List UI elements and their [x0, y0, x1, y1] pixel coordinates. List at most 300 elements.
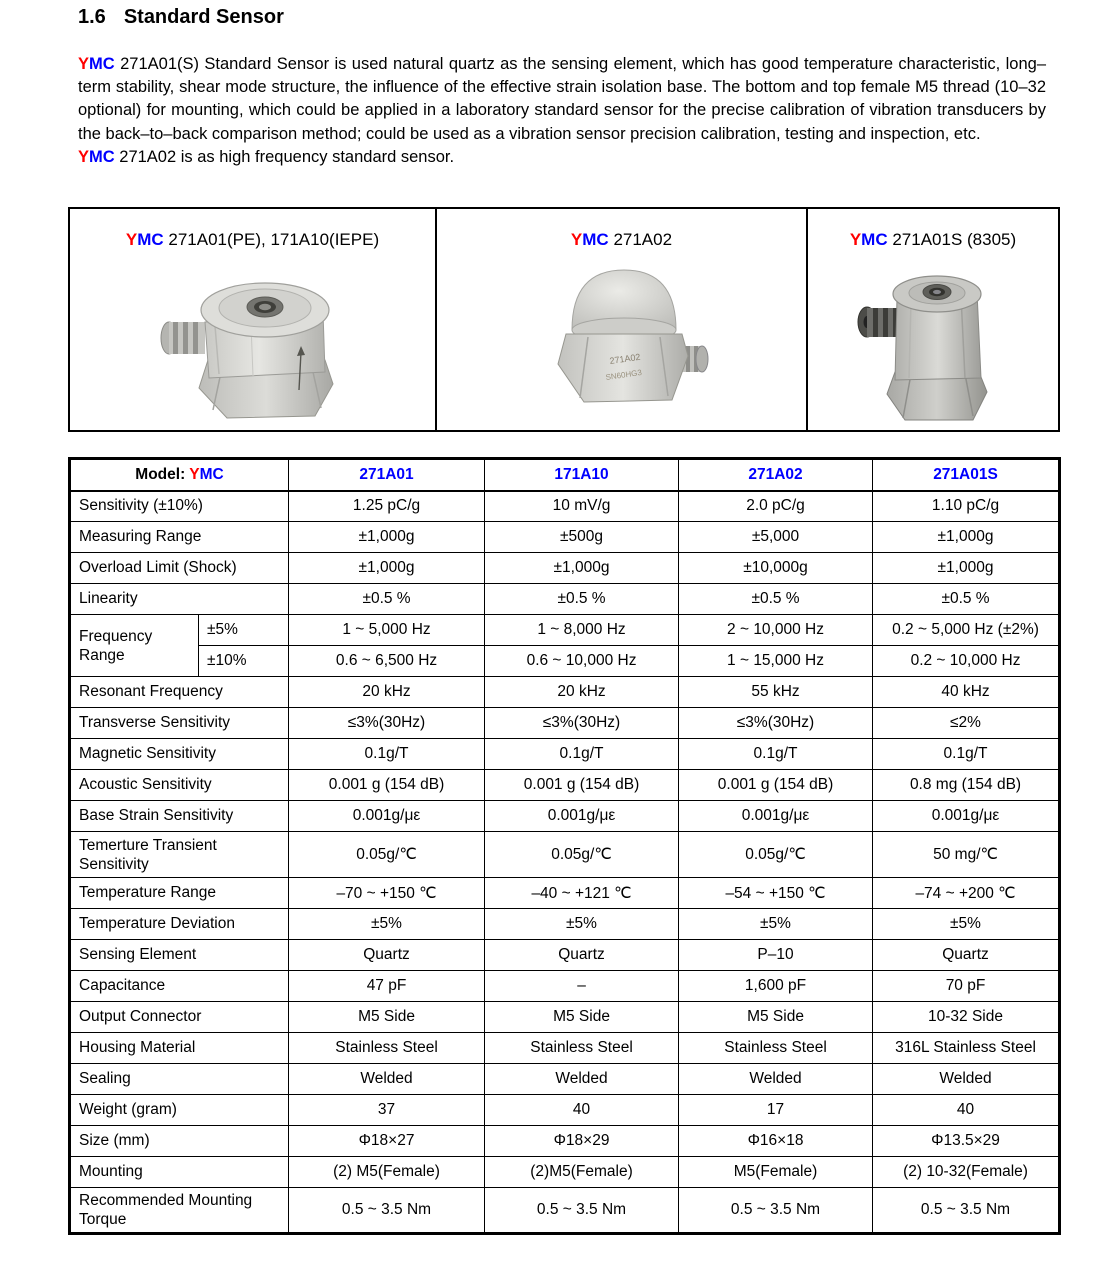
section-heading [78, 6, 284, 29]
brand-y: Y [189, 465, 200, 483]
row-label-cell [70, 940, 289, 971]
brand-mc: MC [199, 465, 224, 483]
table-row [70, 940, 1060, 971]
spec-value-cell-text: 37 [377, 1101, 396, 1118]
row-label-cell-text: Housing Material [79, 1039, 196, 1056]
spec-value-cell-text: 40 [956, 1101, 975, 1118]
spec-value-cell [485, 971, 679, 1002]
side-connector [161, 322, 205, 354]
spec-value-cell [289, 1157, 485, 1188]
spec-value-cell [873, 646, 1060, 677]
spec-value-cell-text: 1 ~ 5,000 Hz [342, 621, 431, 638]
table-row [70, 878, 1060, 909]
spec-value-cell [679, 677, 873, 708]
spec-value-cell [485, 801, 679, 832]
row-label-cell [70, 677, 289, 708]
spec-value-cell-text: 20 kHz [557, 683, 606, 700]
row-label-cell [70, 971, 289, 1002]
engraving-text: 271A02 [608, 351, 641, 366]
spec-value-cell-text: Stainless Steel [530, 1039, 633, 1056]
row-label-cell-text: Sensitivity (±10%) [79, 497, 203, 515]
spec-value-cell [289, 1188, 485, 1234]
spec-value-cell [873, 770, 1060, 801]
spec-value-cell [873, 971, 1060, 1002]
spec-value-cell-text: ±10,000g [743, 559, 808, 576]
spec-value-cell-text: Φ16×18 [747, 1132, 804, 1149]
spec-value-cell [679, 646, 873, 677]
spec-value-cell [485, 1188, 679, 1234]
gallery-caption-text: 271A01S (8305) [887, 230, 1017, 249]
intro-paragraph-1 [78, 53, 1046, 146]
spec-value-cell-text: Quartz [558, 946, 605, 963]
row-label-cell-text: Sealing [79, 1070, 131, 1087]
spec-value-cell-text: 0.2 ~ 10,000 Hz [910, 652, 1021, 669]
spec-value-cell-text: ±0.5 % [751, 590, 800, 607]
spec-value-cell [873, 801, 1060, 832]
spec-value-cell-text: ±1,000g [358, 528, 415, 545]
spec-value-cell [679, 801, 873, 832]
spec-value-cell-text: 0.001g/με [931, 807, 1000, 824]
spec-value-cell-text: ±5% [566, 915, 597, 932]
row-label-cell [70, 801, 289, 832]
spec-value-cell [289, 801, 485, 832]
spec-value-cell-text: ±5,000 [751, 528, 800, 545]
table-row [70, 615, 1060, 646]
row-label-cell-text: Temerture Transient Sensitivity [79, 836, 217, 873]
product-gallery [68, 207, 1060, 432]
spec-value-cell [289, 940, 485, 971]
spec-value-cell-text: 1.10 pC/g [931, 497, 1000, 515]
sensor-271a02-photo [532, 260, 712, 408]
spec-value-cell [289, 1002, 485, 1033]
model-label: Model: [135, 465, 190, 483]
gallery-cell-271a01 [70, 209, 437, 430]
spec-value-cell [485, 646, 679, 677]
brand-mc: MC [861, 230, 888, 249]
gallery-caption-text: 271A01(PE), 171A10(IEPE) [163, 230, 380, 249]
spec-value-cell [485, 1033, 679, 1064]
spec-value-cell-text: Welded [360, 1070, 413, 1087]
spec-value-cell-text: Welded [749, 1070, 802, 1087]
spec-value-cell-text: 0.8 mg (154 dB) [909, 776, 1022, 793]
spec-value-cell [485, 1095, 679, 1126]
spec-value-cell-text: ±1,000g [358, 559, 415, 576]
row-label-cell-text: Measuring Range [79, 528, 202, 545]
spec-value-cell-text: 1.25 pC/g [352, 497, 421, 515]
spec-value-cell [873, 909, 1060, 940]
row-label-cell-text: Base Strain Sensitivity [79, 807, 234, 824]
spec-value-cell [289, 1064, 485, 1095]
spec-value-cell [485, 522, 679, 553]
row-label-cell [70, 739, 289, 770]
spec-value-cell [873, 878, 1060, 909]
spec-value-cell-text: Φ18×27 [358, 1132, 415, 1149]
row-label-cell [70, 1064, 289, 1095]
spec-value-cell [873, 522, 1060, 553]
spec-value-cell [485, 909, 679, 940]
table-row [70, 646, 1060, 677]
spec-value-cell [679, 708, 873, 739]
spec-value-cell-text: M5 Side [747, 1008, 804, 1025]
spec-value-cell [289, 832, 485, 878]
side-connector [858, 307, 901, 337]
spec-value-cell [289, 522, 485, 553]
table-row [70, 677, 1060, 708]
column-header-171a10: 171A10 [485, 459, 679, 491]
spec-value-cell [289, 878, 485, 909]
spec-value-cell-text: 0.001 g (154 dB) [717, 776, 834, 793]
spec-value-cell-text: 0.05g/℃ [745, 846, 806, 863]
spec-value-cell-text: 47 pF [366, 977, 407, 994]
row-label-cell-text: Sensing Element [79, 946, 197, 963]
sensor-271a01s-photo [853, 260, 1013, 424]
spec-value-cell [873, 1002, 1060, 1033]
spec-value-cell-text: ±5% [950, 915, 981, 932]
spec-value-cell-text: –40 ~ +121 ℃ [531, 884, 632, 902]
brand-mc: MC [582, 230, 609, 249]
row-label-cell-text: Linearity [79, 590, 138, 607]
table-row [70, 1095, 1060, 1126]
table-row [70, 1002, 1060, 1033]
spec-value-cell [873, 491, 1060, 522]
spec-value-cell [485, 491, 679, 522]
spec-value-cell [289, 739, 485, 770]
spec-value-cell-text: 40 kHz [941, 683, 990, 700]
table-row [70, 1064, 1060, 1095]
spec-value-cell-text: 0.5 ~ 3.5 Nm [920, 1201, 1011, 1218]
spec-value-cell-text: 0.5 ~ 3.5 Nm [730, 1201, 821, 1218]
spec-value-cell [679, 1002, 873, 1033]
row-label-cell [70, 584, 289, 615]
gallery-cell-271a01s [808, 209, 1058, 430]
row-label-cell [70, 708, 289, 739]
spec-value-cell-text: Stainless Steel [335, 1039, 438, 1056]
spec-value-cell [485, 1002, 679, 1033]
spec-value-cell [679, 1033, 873, 1064]
spec-value-cell [289, 1033, 485, 1064]
spec-value-cell-text: ≤3%(30Hz) [542, 714, 621, 731]
spec-value-cell-text: ±1,000g [937, 528, 994, 545]
spec-value-cell [289, 909, 485, 940]
spec-value-cell [679, 739, 873, 770]
row-label-cell [70, 1157, 289, 1188]
row-label-cell-text: Acoustic Sensitivity [79, 776, 212, 793]
spec-table [68, 457, 1061, 1235]
spec-value-cell [289, 1095, 485, 1126]
spec-value-cell-text: 40 [572, 1101, 591, 1118]
spec-value-cell-text: 20 kHz [362, 683, 411, 700]
spec-value-cell-text: Welded [939, 1070, 992, 1087]
spec-value-cell [679, 940, 873, 971]
row-label-cell-text: Transverse Sensitivity [79, 714, 231, 731]
gallery-caption-text: 271A02 [608, 230, 673, 249]
spec-value-cell-text: 0.6 ~ 6,500 Hz [335, 652, 438, 669]
gallery-caption [126, 230, 379, 250]
row-label-cell [70, 1002, 289, 1033]
spec-value-cell-text: (2)M5(Female) [530, 1163, 633, 1180]
spec-value-cell-text: ±5% [371, 915, 402, 932]
spec-value-cell-text: ≤3%(30Hz) [347, 714, 426, 731]
spec-value-cell-text: ±0.5 % [557, 590, 606, 607]
row-label-cell-text: Temperature Range [79, 884, 216, 901]
gallery-cell-271a02 [437, 209, 808, 430]
column-header-271a01s: 271A01S [873, 459, 1060, 491]
table-row [70, 708, 1060, 739]
spec-value-cell [289, 553, 485, 584]
spec-value-cell-text: –74 ~ +200 ℃ [915, 884, 1016, 902]
spec-value-cell [679, 1064, 873, 1095]
brand-y: Y [570, 230, 583, 249]
spec-value-cell-text: 0.001g/με [352, 807, 421, 824]
spec-value-cell-text: –70 ~ +150 ℃ [336, 884, 437, 902]
row-label-cell [70, 878, 289, 909]
table-row [70, 522, 1060, 553]
table-row [70, 739, 1060, 770]
table-row [70, 1033, 1060, 1064]
spec-value-cell-text: (2) M5(Female) [333, 1163, 440, 1180]
spec-value-cell-text: 1 ~ 8,000 Hz [537, 621, 626, 638]
spec-value-cell-text: 0.001 g (154 dB) [328, 776, 445, 793]
spec-value-cell [873, 1188, 1060, 1234]
spec-value-cell [873, 940, 1060, 971]
row-label-cell-text: Capacitance [79, 977, 166, 994]
spec-value-cell [289, 1126, 485, 1157]
spec-value-cell [289, 646, 485, 677]
spec-value-cell-text: Stainless Steel [724, 1039, 827, 1056]
intro-text [78, 53, 1046, 169]
spec-value-cell [485, 615, 679, 646]
spec-value-cell [485, 878, 679, 909]
spec-value-cell [485, 553, 679, 584]
row-label-cell-text: Size (mm) [79, 1132, 150, 1149]
column-header-271a02: 271A02 [679, 459, 873, 491]
table-row [70, 553, 1060, 584]
spec-value-cell-text: ≤2% [950, 714, 981, 731]
row-sublabel-cell [199, 646, 289, 677]
spec-value-cell [485, 708, 679, 739]
spec-value-cell [485, 770, 679, 801]
spec-value-cell-text: 0.5 ~ 3.5 Nm [536, 1201, 627, 1218]
spec-value-cell [289, 708, 485, 739]
spec-value-cell [679, 770, 873, 801]
spec-value-cell-text: 0.001g/με [741, 807, 810, 824]
table-row [70, 832, 1060, 878]
spec-value-cell [873, 739, 1060, 770]
spec-value-cell-text: ±1,000g [937, 559, 994, 576]
table-row [70, 491, 1060, 522]
spec-value-cell [289, 584, 485, 615]
brand-y: Y [78, 55, 90, 73]
spec-value-cell [485, 940, 679, 971]
table-row [70, 1157, 1060, 1188]
spec-value-cell [679, 971, 873, 1002]
spec-value-cell-text: 0.001 g (154 dB) [523, 776, 640, 793]
spec-value-cell-text: ±1,000g [553, 559, 610, 576]
spec-value-cell [679, 553, 873, 584]
table-row [70, 909, 1060, 940]
spec-value-cell-text: P–10 [757, 946, 794, 963]
spec-value-cell-text: (2) 10-32(Female) [903, 1163, 1028, 1180]
row-label-cell [70, 832, 289, 878]
table-header-row [70, 459, 1060, 491]
row-label-cell-text: Mounting [79, 1163, 143, 1180]
spec-value-cell [485, 832, 679, 878]
intro-paragraph-2 [78, 146, 1046, 169]
spec-value-cell [873, 615, 1060, 646]
spec-value-cell-text: – [577, 977, 586, 994]
row-label-cell [70, 1126, 289, 1157]
spec-value-cell-text: ±0.5 % [941, 590, 990, 607]
spec-value-cell-text: ≤3%(30Hz) [736, 714, 815, 731]
spec-value-cell-text: 0.1g/T [364, 745, 409, 762]
table-row [70, 1126, 1060, 1157]
spec-value-cell [679, 615, 873, 646]
spec-value-cell-text: 0.1g/T [943, 745, 988, 762]
spec-value-cell [485, 677, 679, 708]
spec-value-cell-text: M5(Female) [733, 1163, 818, 1180]
row-label-cell-text: Magnetic Sensitivity [79, 745, 216, 762]
spec-value-cell [485, 739, 679, 770]
spec-value-cell [679, 522, 873, 553]
spec-value-cell [679, 1157, 873, 1188]
brand-mc: MC [89, 55, 115, 73]
spec-value-cell [289, 971, 485, 1002]
brand-mc: MC [137, 230, 164, 249]
spec-value-cell-text: M5 Side [553, 1008, 610, 1025]
column-header-271a01: 271A01 [289, 459, 485, 491]
row-sublabel-cell-text: ±5% [207, 621, 238, 638]
spec-value-cell [485, 1126, 679, 1157]
spec-value-cell [485, 584, 679, 615]
gallery-caption [571, 230, 672, 250]
spec-value-cell [679, 832, 873, 878]
spec-value-cell-text: 0.1g/T [753, 745, 798, 762]
spec-value-cell [873, 832, 1060, 878]
spec-value-cell [679, 1126, 873, 1157]
row-label-cell-text: Overload Limit (Shock) [79, 559, 237, 576]
brand-y: Y [78, 147, 90, 166]
spec-value-cell [873, 584, 1060, 615]
spec-value-cell-text: 1,600 pF [744, 977, 807, 994]
row-label-cell [70, 491, 289, 522]
spec-value-cell-text: Φ13.5×29 [931, 1132, 1000, 1149]
table-row [70, 971, 1060, 1002]
spec-value-cell [679, 1188, 873, 1234]
svg-text:SN60HG3: SN60HG3 [604, 367, 642, 382]
spec-value-cell-text: 55 kHz [751, 683, 800, 700]
row-label-cell [70, 770, 289, 801]
spec-value-cell [873, 553, 1060, 584]
spec-value-cell [873, 1157, 1060, 1188]
spec-value-cell [289, 770, 485, 801]
row-label-cell [70, 1095, 289, 1126]
row-label-cell-text: Weight (gram) [79, 1101, 177, 1118]
row-label-cell-text: Output Connector [79, 1008, 202, 1025]
spec-value-cell [873, 677, 1060, 708]
sensor-271a01-photo [153, 260, 353, 422]
brand-y: Y [849, 230, 862, 249]
gallery-caption [850, 230, 1016, 250]
spec-value-cell-text: ±0.5 % [362, 590, 411, 607]
spec-value-cell-text: 2.0 pC/g [746, 497, 805, 515]
spec-value-cell-text: 0.5 ~ 3.5 Nm [341, 1201, 432, 1218]
spec-value-cell [679, 584, 873, 615]
spec-value-cell [873, 1064, 1060, 1095]
spec-value-cell [289, 615, 485, 646]
model-header-cell [70, 459, 289, 491]
spec-value-cell [679, 909, 873, 940]
spec-value-cell-text: 70 pF [945, 977, 986, 994]
spec-value-cell [289, 491, 485, 522]
row-label-cell [70, 909, 289, 940]
spec-value-cell-text: Welded [555, 1070, 608, 1087]
row-label-cell-text: Recommended Mounting Torque [79, 1192, 253, 1228]
row-label-cell [70, 553, 289, 584]
spec-value-cell [289, 677, 485, 708]
spec-value-cell-text: ±5% [760, 915, 791, 932]
spec-value-cell-text: 10 mV/g [552, 497, 611, 515]
spec-value-cell [485, 1157, 679, 1188]
spec-value-cell [873, 1126, 1060, 1157]
section-title: Standard Sensor [123, 6, 284, 28]
spec-value-cell [873, 1095, 1060, 1126]
row-label-cell-text: Frequency Range [79, 627, 153, 664]
spec-value-cell-text: 2 ~ 10,000 Hz [727, 621, 824, 638]
row-label-cell-text: Temperature Deviation [79, 915, 235, 932]
spec-value-cell [873, 708, 1060, 739]
row-sublabel-cell [199, 615, 289, 646]
spec-value-cell-text: Quartz [942, 946, 989, 963]
spec-table-body [70, 459, 1060, 1234]
spec-value-cell-text: 0.2 ~ 5,000 Hz (±2%) [892, 621, 1039, 638]
spec-value-cell-text: 316L Stainless Steel [895, 1039, 1036, 1056]
spec-value-cell [679, 491, 873, 522]
spec-value-cell [679, 878, 873, 909]
row-label-cell [70, 615, 199, 677]
row-label-cell [70, 1188, 289, 1234]
spec-value-cell-text: ±500g [560, 528, 604, 545]
spec-value-cell-text: Φ18×29 [553, 1132, 610, 1149]
spec-value-cell-text: 0.05g/℃ [551, 846, 612, 863]
spec-value-cell-text: 0.001g/με [547, 807, 616, 824]
spec-value-cell-text: 50 mg/℃ [933, 846, 998, 863]
table-row [70, 801, 1060, 832]
spec-value-cell-text: M5 Side [358, 1008, 415, 1025]
spec-value-cell-text: 1 ~ 15,000 Hz [727, 652, 824, 669]
spec-value-cell-text: 0.6 ~ 10,000 Hz [526, 652, 637, 669]
row-sublabel-cell-text: ±10% [207, 652, 247, 669]
intro-paragraph-2-text: 271A02 is as high frequency standard sensor. [114, 147, 455, 166]
row-label-cell-text: Resonant Frequency [79, 683, 223, 700]
row-label-cell [70, 522, 289, 553]
spec-value-cell-text: 17 [766, 1101, 785, 1118]
spec-value-cell-text: –54 ~ +150 ℃ [725, 884, 826, 902]
spec-value-cell [873, 1033, 1060, 1064]
row-label-cell [70, 1033, 289, 1064]
spec-value-cell-text: 10-32 Side [928, 1008, 1003, 1025]
spec-value-cell-text: 0.05g/℃ [356, 846, 417, 863]
intro-paragraph-1-text: 271A01(S) Standard Sensor is used natural quartz as the sensing element, which has good temperature characteristic, long–term stability, shear mode structure, the influence of the effective strain isolation base. The bottom and top female M5 thread (10–32 optional) for mounting, which could be applied in a laboratory standard sensor for the precise calibration of vibration transducers by the back–to–back comparison method; could be used as a vibration sensor precision calibration, testing and inspection, etc. [78, 55, 1046, 143]
spec-value-cell-text: Quartz [363, 946, 410, 963]
table-row [70, 1188, 1060, 1234]
brand-mc: MC [89, 147, 115, 166]
table-row [70, 584, 1060, 615]
brand-y: Y [125, 230, 138, 249]
spec-value-cell [485, 1064, 679, 1095]
section-number: 1.6 [78, 6, 106, 28]
spec-value-cell [679, 1095, 873, 1126]
spec-value-cell-text: 0.1g/T [559, 745, 604, 762]
